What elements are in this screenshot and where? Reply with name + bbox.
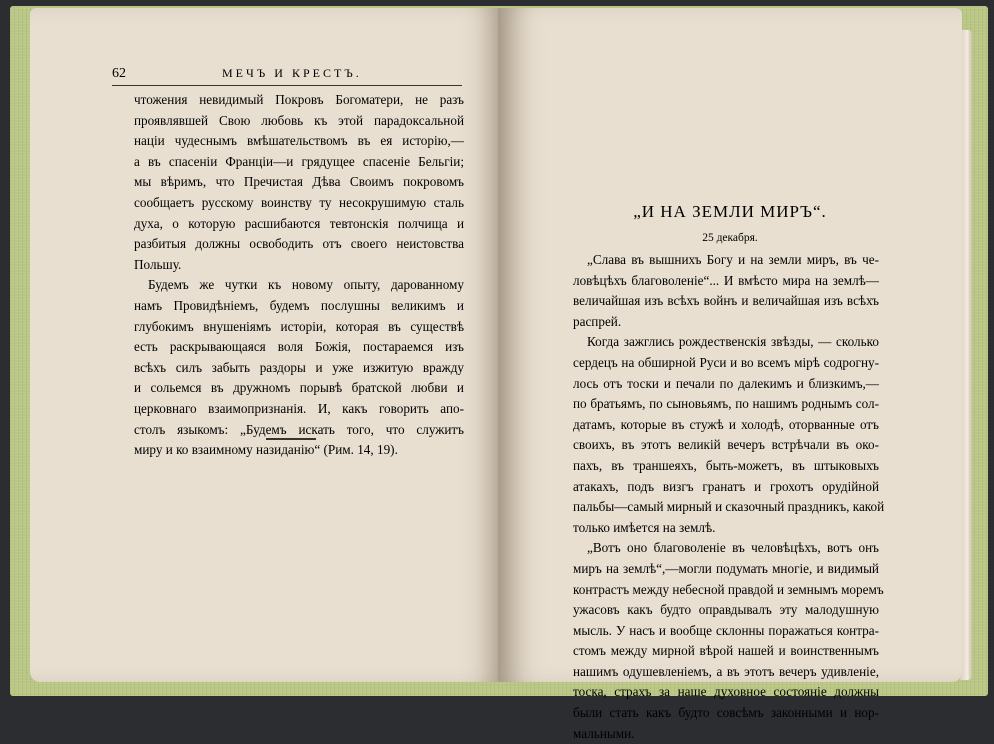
text-line: Польшу. [134, 256, 182, 272]
text-line: „Слава въ вышнихъ Богу и на земли миръ, въ че- [587, 252, 879, 267]
text-line: и сольемся въ дружномъ порывѣ братской любви и [134, 380, 464, 396]
text-line: а въ спасеніи Франціи—и грядущее спасеніе Бельгіи; [134, 153, 464, 169]
text-line: миръ на землѣ“,—могли подумать многіе, и видимый [573, 560, 879, 576]
text-line: только имѣется на землѣ. [573, 519, 716, 535]
text-line: пахъ, въ траншеяхъ, быть-можетъ, въ штыковыхъ [573, 457, 879, 473]
text-line: столъ языкомъ: „Будемъ искать того, что служитъ [134, 421, 464, 437]
text-line: лось отъ тоски и печали по далекимъ и близкимъ,— [573, 375, 879, 391]
text-line: намъ Провидѣніемъ, будемъ послушны великимъ и [134, 297, 464, 313]
text-line: націи чудеснымъ вмѣшательствомъ въ ея исторію,— [134, 133, 464, 149]
text-line: атакахъ, подъ визгъ гранатъ и грохотъ орудійной [573, 478, 879, 494]
text-line: духа, о которую расшибаются тевтонскія полчища и [134, 215, 464, 231]
chapter-date: 25 декабря. [702, 232, 758, 244]
text-line: разбитыя должны освободить отъ своего неистовства [134, 236, 464, 252]
text-line: мы вѣримъ, что Пречистая Дѣва Своимъ покровомъ [134, 174, 464, 190]
text-line: контрастъ между небесной правдой и земнымъ моремъ [573, 581, 884, 597]
text-line: проявлявшей Свою любовь къ этой парадоксальной [134, 112, 464, 128]
text-line: датамъ, которые въ стужѣ и холодѣ, оторванные отъ [573, 416, 879, 432]
section-end-rule [266, 438, 316, 440]
chapter-title: „И НА ЗЕМЛИ МИРЪ“. [633, 202, 827, 221]
text-line: нашимъ одушевленіемъ, а въ этотъ вечеръ удивленіе, [573, 663, 879, 679]
text-line: мальными. [573, 725, 635, 741]
text-line: сердецъ на обширной Руси и во всемъ мірѣ содрогну- [573, 354, 879, 370]
left-page-text [134, 90, 464, 461]
running-header [112, 66, 462, 86]
text-line: всѣхъ силъ забыть раздоры и уже изжитую вражду [134, 359, 464, 375]
text-line: ужасовъ какъ будто оправдывалъ эту малодушную [573, 602, 879, 618]
text-line: пальбы—самый мирный и сказочный праздникъ, какой [573, 499, 885, 515]
text-line: тоска, страхъ за наше духовное состояніе должны [573, 684, 879, 700]
text-line: величайшая изъ всѣхъ войнъ и величайшая изъ всѣхъ [573, 293, 879, 309]
page-number: 62 [112, 66, 126, 81]
text-line: сообщаетъ русскому воинству ту несокрушимую сталь [134, 194, 464, 210]
text-line: были стать какъ будто совсѣмъ законными и нор- [573, 705, 879, 721]
right-page-text [573, 250, 885, 744]
text-line: церковнаго взаимопризнанія. И, какъ говорить апо- [134, 400, 464, 416]
text-line: мысль. У насъ и вообще склонны поражаться контра- [573, 622, 879, 638]
text-line: ловѣцѣхъ благоволеніе“... И вмѣсто мира на землѣ— [573, 272, 879, 288]
text-line: своихъ, въ этотъ великій вечеръ встрѣчали въ око- [573, 437, 879, 453]
text-line: миру и ко взаимному назиданію“ (Рим. 14, 19). [134, 442, 398, 458]
text-line: распрей. [573, 313, 622, 329]
text-line: глубокимъ внушеніямъ исторіи, которая въ существѣ [134, 318, 464, 334]
text-line: „Вотъ оно благоволеніе въ человѣцѣхъ, вотъ онъ [587, 540, 879, 556]
text-line: Будемъ же чутки къ новому опыту, дарованному [148, 277, 464, 293]
text-line: по братьямъ, по сыновьямъ, по нашимъ роднымъ сол- [573, 396, 879, 412]
text-line: стомъ между мирной вѣрой нашей и воинственнымъ [573, 643, 879, 659]
text-line: есть раскрывающаяся воля Божія, постараемся изъ [134, 339, 464, 355]
text-line: Когда зажглись рождественскія звѣзды, — сколько [587, 334, 879, 350]
text-line: чтожения невидимый Покровъ Богоматери, не разъ [134, 92, 464, 107]
running-title: МЕЧЪ И КРЕСТЪ. [222, 66, 362, 80]
